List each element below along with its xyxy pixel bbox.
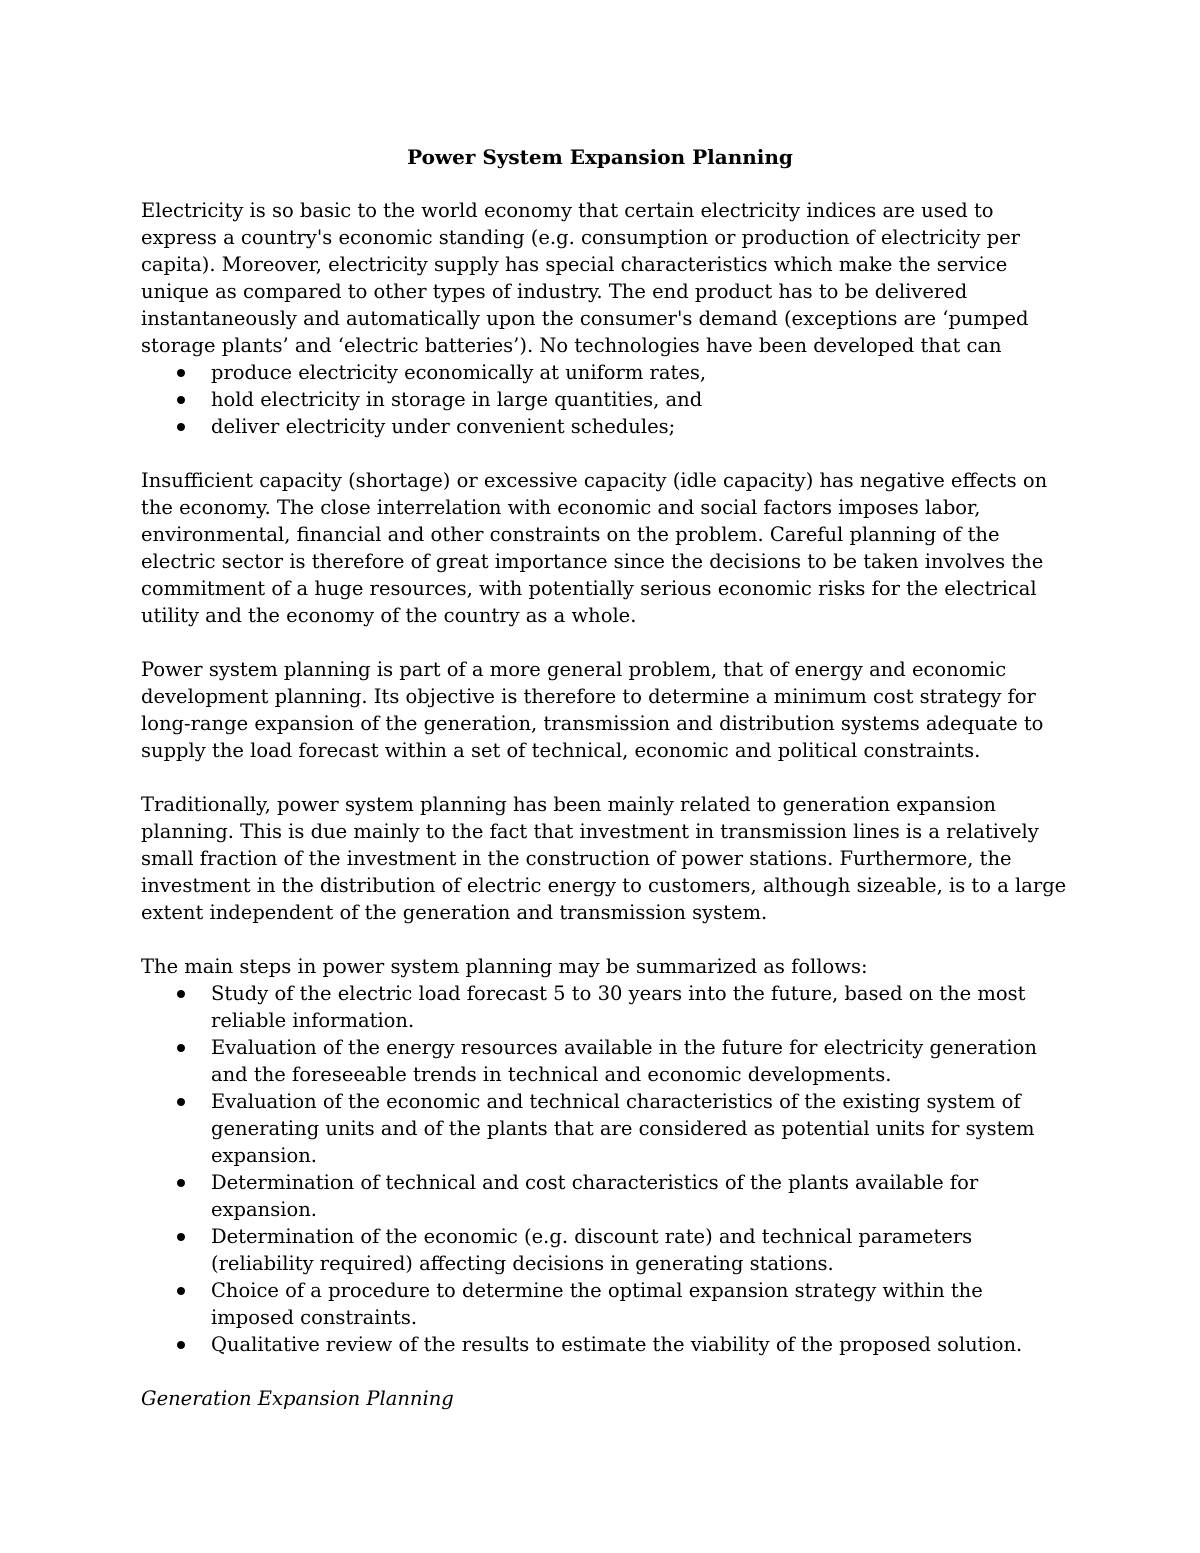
list-item bbox=[141, 1277, 1071, 1331]
paragraph-spacer bbox=[141, 440, 1071, 467]
list-item-text: produce electricity economically at uniform rates, bbox=[211, 361, 707, 384]
paragraph-spacer bbox=[141, 764, 1071, 791]
paragraph-spacer bbox=[141, 629, 1071, 656]
list-item-text: Evaluation of the energy resources available in the future for electricity generation and the foreseeable trends in technical and economic developments. bbox=[211, 1036, 1037, 1086]
list-item bbox=[141, 1088, 1071, 1169]
list-item-text: Evaluation of the economic and technical characteristics of the existing system of generating units and of the plants that are considered as potential units for system expansion. bbox=[211, 1090, 1035, 1167]
list-item bbox=[141, 386, 1071, 413]
document-title: Power System Expansion Planning bbox=[407, 145, 793, 169]
bullet-icon bbox=[177, 369, 185, 377]
bullet-list-steps bbox=[141, 980, 1071, 1358]
list-item-text: hold electricity in storage in large quantities, and bbox=[211, 388, 703, 411]
bullet-icon bbox=[177, 1233, 185, 1241]
bullet-list-limitations bbox=[141, 359, 1071, 440]
bullet-icon bbox=[177, 1098, 185, 1106]
list-item bbox=[141, 413, 1071, 440]
bullet-icon bbox=[177, 423, 185, 431]
bullet-icon bbox=[177, 396, 185, 404]
bullet-icon bbox=[177, 1341, 185, 1349]
list-item bbox=[141, 980, 1071, 1034]
bullet-icon bbox=[177, 1179, 185, 1187]
list-item-text: deliver electricity under convenient schedules; bbox=[211, 415, 676, 438]
bullet-icon bbox=[177, 1044, 185, 1052]
list-item-text: Study of the electric load forecast 5 to 30 years into the future, based on the most reliable information. bbox=[211, 982, 1026, 1032]
list-item bbox=[141, 1331, 1071, 1358]
list-item bbox=[141, 1034, 1071, 1088]
document-body bbox=[141, 197, 1071, 1412]
paragraph-intro: Electricity is so basic to the world economy that certain electricity indices are used to express a country's economic standing (e.g. consumption or production of electricity per capita). Moreover, electricity supply has special characteristics which make the service unique as compared to other types of industry. The end product has to be delivered instantaneously and automatically upon the consumer's demand (exceptions are ‘pumped storage plants’ and ‘electric batteries’). No technologies have been developed that can bbox=[141, 199, 1029, 357]
list-item bbox=[141, 359, 1071, 386]
paragraph-main-steps: The main steps in power system planning may be summarized as follows: bbox=[141, 955, 868, 978]
list-item-text: Qualitative review of the results to estimate the viability of the proposed solution. bbox=[211, 1333, 1023, 1356]
list-item bbox=[141, 1169, 1071, 1223]
section-heading: Generation Expansion Planning bbox=[141, 1387, 454, 1410]
list-item bbox=[141, 1223, 1071, 1277]
paragraph-capacity: Insufficient capacity (shortage) or excessive capacity (idle capacity) has negative effects on the economy. The close interrelation with economic and social factors imposes labor, environmental, financial and other constraints on the problem. Careful planning of the electric sector is therefore of great importance since the decisions to be taken involves the commitment of a huge resources, with potentially serious economic risks for the electrical utility and the economy of the country as a whole. bbox=[141, 469, 1048, 627]
paragraph-planning-objective: Power system planning is part of a more general problem, that of energy and economic development planning. Its objective is therefore to determine a minimum cost strategy for long-range expansion of the generation, transmission and distribution systems adequate to supply the load forecast within a set of technical, economic and political constraints. bbox=[141, 658, 1044, 762]
paragraph-traditional-planning: Traditionally, power system planning has been mainly related to generation expansion planning. This is due mainly to the fact that investment in transmission lines is a relatively small fraction of the investment in the construction of power stations. Furthermore, the investment in the distribution of electric energy to customers, although sizeable, is to a large extent independent of the generation and transmission system. bbox=[141, 793, 1067, 924]
bullet-icon bbox=[177, 1287, 185, 1295]
paragraph-spacer bbox=[141, 926, 1071, 953]
list-item-text: Choice of a procedure to determine the optimal expansion strategy within the imposed constraints. bbox=[211, 1279, 983, 1329]
list-item-text: Determination of technical and cost characteristics of the plants available for expansion. bbox=[211, 1171, 979, 1221]
paragraph-spacer bbox=[141, 1358, 1071, 1385]
bullet-icon bbox=[177, 990, 185, 998]
list-item-text: Determination of the economic (e.g. discount rate) and technical parameters (reliability required) affecting decisions in generating stations. bbox=[211, 1225, 973, 1275]
